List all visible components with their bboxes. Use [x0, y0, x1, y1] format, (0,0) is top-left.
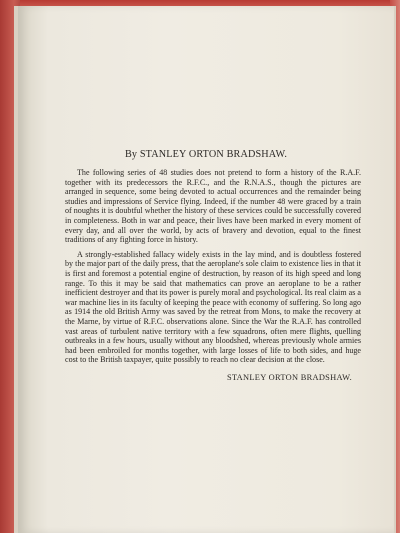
- book-page: [18, 6, 394, 533]
- paragraph-1: The following series of 48 studies does not pretend to form a history of the R.A.F. together with its predecessors the R.F.C., and the R.N.A.S., though the pictures are arranged in sequence, some being devoted to actual occurrences and the remainder being studies and impressions of Service flying. Indeed, if the number 48 were graced by a train of noughts it is doubtful whether the history of these services could be successfully covered in completeness. Both in war and peace, their lives have been marked in every moment of every day, and all over the world, by acts of bravery and devotion, equal to the finest traditions of any fighting force in history.: [65, 168, 361, 245]
- paragraph-2: A strongly-established fallacy widely exists in the lay mind, and is doubtless fostered by the major part of the daily press, that the aeroplane's sole claim to existence lies in that it is first and foremost a potential engine of destruction, by reason of its high speed and long range. To this it may be said that mathematics can prove an aeroplane to be a rather inefficient destroyer and that its power is purely moral and psychological. Its real claim as a war machine lies in its faculty of keeping the peace with economy of suffering. So long ago as 1914 the old British Army was saved by the retreat from Mons, to make the recovery at the Marne, by virtue of R.F.C. observations alone. Since the War the R.A.F. has controlled vast areas of turbulent native territory with a few squadrons, often mere flights, quelling outbreaks in a few hours, usually without any bloodshed, whereas previously whole armies had been embroiled for months together, with large losses of life to both sides, and huge cost to the British taxpayer, quite possibly to reach no clear decision at the close.: [65, 249, 361, 365]
- author-signature: STANLEY ORTON BRADSHAW.: [226, 373, 352, 382]
- body-text: [65, 168, 361, 370]
- author-byline: By STANLEY ORTON BRADSHAW.: [124, 149, 288, 160]
